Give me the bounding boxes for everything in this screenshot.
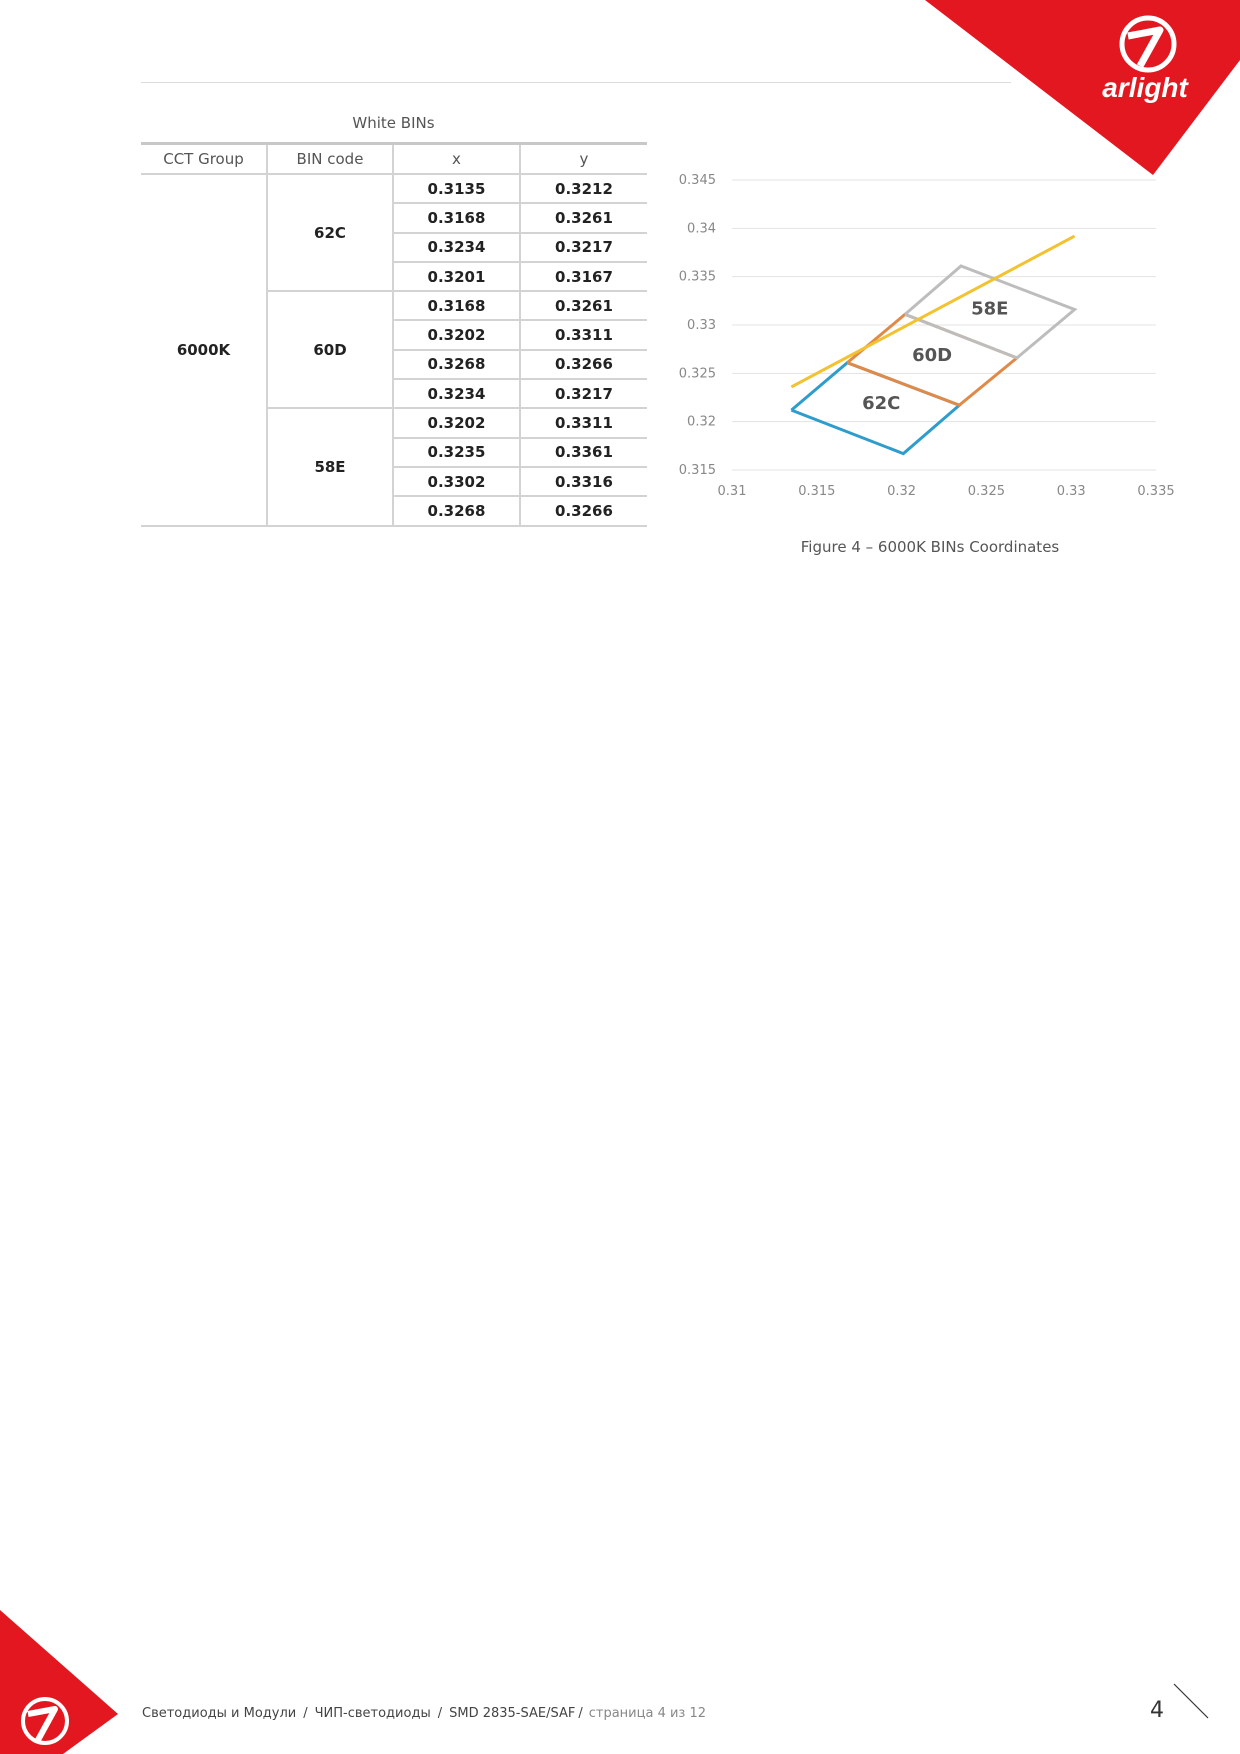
table-title: White BINs <box>352 114 435 132</box>
y-tick-label: 0.315 <box>678 463 716 478</box>
breadcrumb <box>142 1706 706 1721</box>
y-tick-label: 0.325 <box>678 366 716 382</box>
page-number: 4 <box>1150 1698 1164 1723</box>
y-tick-label: 0.33 <box>687 318 716 333</box>
y-cell: 0.3316 <box>520 467 647 496</box>
x-tick-label: 0.325 <box>967 484 1006 499</box>
bin-code-cell: 62C <box>267 174 393 291</box>
x-tick-label: 0.315 <box>798 484 836 499</box>
y-cell: 0.3266 <box>520 350 647 379</box>
y-cell: 0.3311 <box>520 320 647 349</box>
y-cell: 0.3311 <box>520 408 647 437</box>
brand-triangle <box>925 0 1240 175</box>
table-row <box>141 174 647 203</box>
x-cell: 0.3268 <box>393 496 520 525</box>
breadcrumb-sep: / <box>303 1706 308 1721</box>
bin-code-cell: 58E <box>267 408 393 525</box>
breadcrumb-sep: / <box>578 1706 583 1721</box>
y-cell: 0.3261 <box>520 203 647 232</box>
x-cell: 0.3201 <box>393 262 520 291</box>
header-rule <box>141 82 1011 83</box>
breadcrumb-item[interactable]: ЧИП-светодиоды <box>314 1706 431 1721</box>
breadcrumb-sep: / <box>437 1706 443 1721</box>
table-header-row <box>141 144 647 175</box>
col-header-y: y <box>520 144 647 175</box>
x-tick-label: 0.335 <box>1137 484 1175 499</box>
x-cell: 0.3234 <box>393 379 520 408</box>
x-tick-label: 0.31 <box>717 484 747 499</box>
y-tick-label: 0.34 <box>687 221 716 237</box>
x-cell: 0.3202 <box>393 408 520 437</box>
bin-label: 60D <box>912 344 953 366</box>
x-cell: 0.3302 <box>393 467 520 496</box>
page-indicator: страница 4 из 12 <box>588 1706 707 1721</box>
col-header-cct: CCT Group <box>141 144 267 175</box>
breadcrumb-item[interactable]: SMD 2835-SAE/SAF <box>449 1706 576 1721</box>
x-cell: 0.3135 <box>393 174 520 203</box>
white-bins-table <box>141 142 647 527</box>
logo-wordmark: arlight <box>1102 72 1188 103</box>
figure-caption: Figure 4 – 6000K BINs Coordinates <box>800 538 1060 556</box>
brand-triangle-bottom <box>0 1610 118 1754</box>
bin-label: 58E <box>971 298 1009 320</box>
brand-corner-bottom <box>0 1610 130 1754</box>
cct-group-cell: 6000K <box>141 174 267 526</box>
x-cell: 0.3168 <box>393 291 520 320</box>
col-header-x: x <box>393 144 520 175</box>
x-cell: 0.3235 <box>393 438 520 467</box>
y-tick-label: 0.345 <box>678 173 716 188</box>
x-cell: 0.3168 <box>393 203 520 232</box>
breadcrumb-item[interactable]: Светодиоды и Модули <box>142 1706 297 1721</box>
y-cell: 0.3217 <box>520 233 647 262</box>
y-cell: 0.3167 <box>520 262 647 291</box>
y-cell: 0.3217 <box>520 379 647 408</box>
x-tick-label: 0.32 <box>887 484 917 499</box>
y-tick-label: 0.335 <box>678 269 716 285</box>
x-cell: 0.3234 <box>393 233 520 262</box>
bin-label: 62C <box>862 393 901 415</box>
bins-coordinates-chart <box>660 160 1180 500</box>
y-tick-label: 0.32 <box>687 414 716 430</box>
x-tick-label: 0.33 <box>1056 484 1086 499</box>
x-cell: 0.3202 <box>393 320 520 349</box>
y-cell: 0.3266 <box>520 496 647 525</box>
col-header-bin: BIN code <box>267 144 393 175</box>
y-cell: 0.3212 <box>520 174 647 203</box>
x-cell: 0.3268 <box>393 350 520 379</box>
y-cell: 0.3261 <box>520 291 647 320</box>
page-slash-icon <box>1170 1680 1210 1720</box>
y-cell: 0.3361 <box>520 438 647 467</box>
bin-code-cell: 60D <box>267 291 393 408</box>
